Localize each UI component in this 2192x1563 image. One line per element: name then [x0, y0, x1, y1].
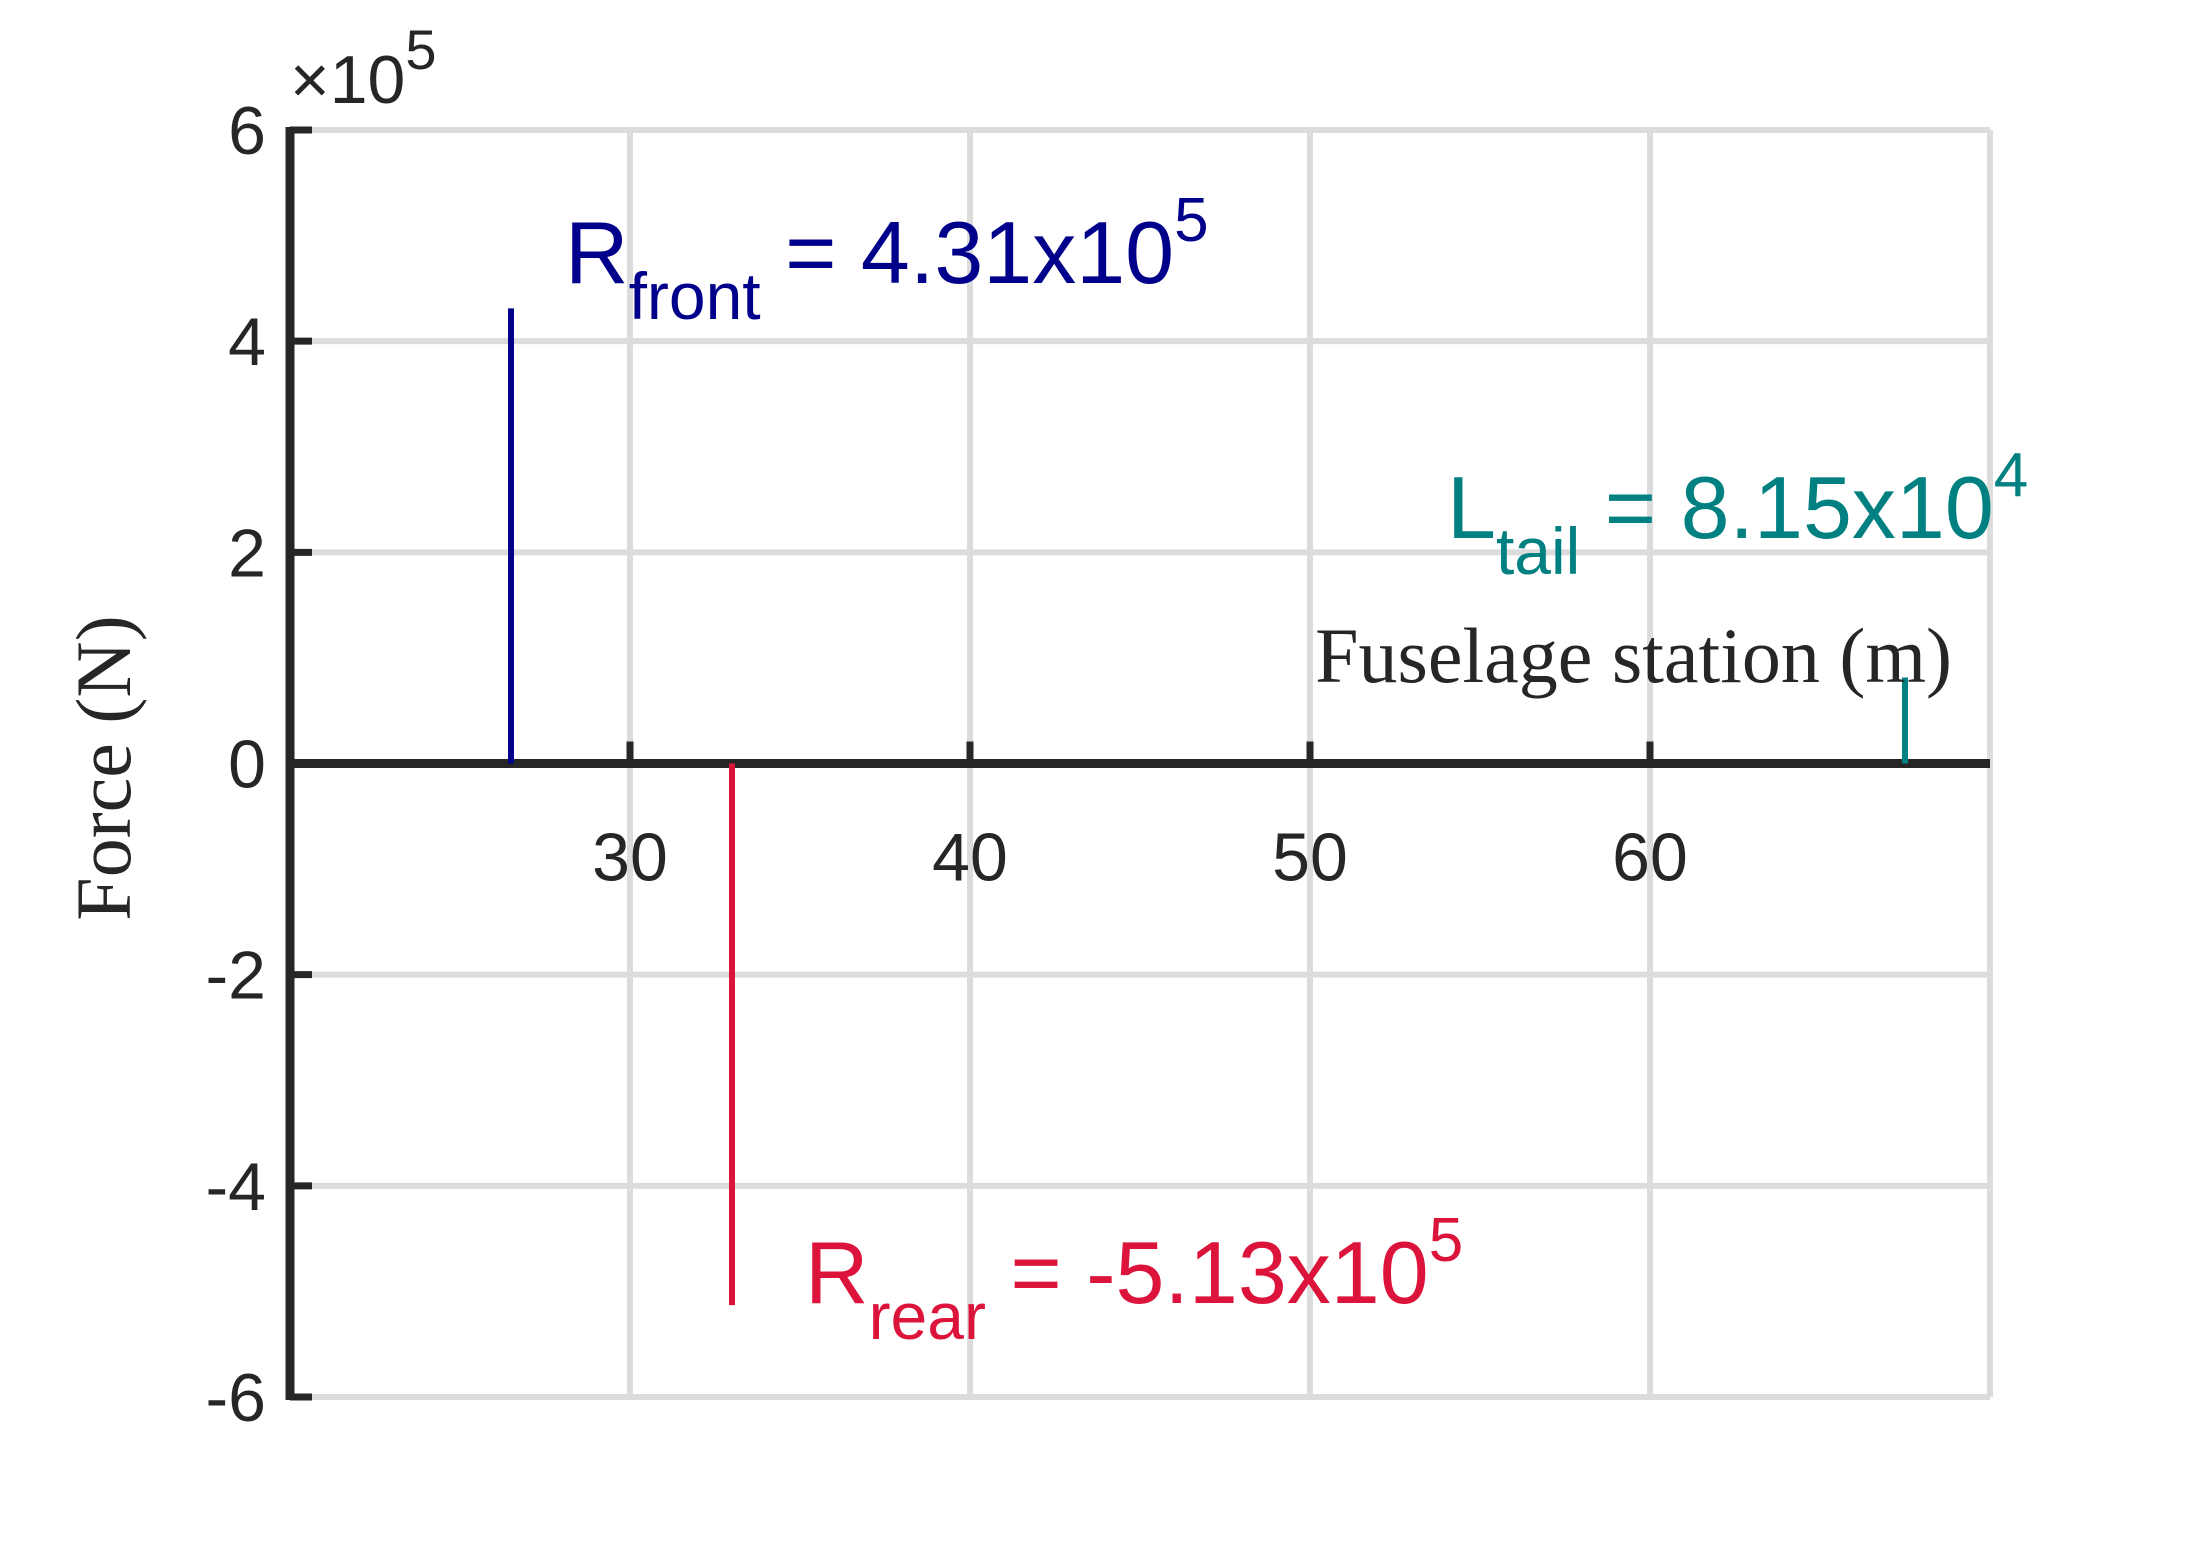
x-tick-label: 60 [1612, 819, 1688, 896]
x-tick-label: 30 [592, 819, 668, 896]
x-tick-label: 40 [932, 819, 1008, 896]
annotation-l-tail [1447, 441, 2028, 588]
x-tick-label: 50 [1272, 819, 1348, 896]
stem-annotations [565, 186, 2028, 1353]
axes [290, 127, 1990, 1400]
annotation-main: R [565, 203, 629, 302]
y-axis-title: Force (N) [60, 615, 147, 921]
annotation-r-rear [805, 1206, 1463, 1353]
y-tick-label: 6 [228, 93, 266, 169]
annotation-subscript: front [628, 259, 761, 333]
annotation-value: = 4.31x10 [760, 203, 1175, 302]
annotation-superscript: 5 [1174, 186, 1209, 255]
y-tick-label: 4 [228, 304, 266, 381]
y-tick-label: 2 [228, 515, 266, 592]
y-exponent-label [290, 18, 437, 118]
y-tick-label: 0 [228, 726, 266, 803]
y-exponent-power: 5 [405, 18, 437, 81]
annotation-main: R [805, 1223, 869, 1322]
annotation-subscript: rear [868, 1279, 986, 1353]
y-tick-label: -2 [205, 937, 266, 1014]
y-exponent-base: ×10 [290, 42, 406, 118]
annotation-superscript: 4 [1993, 441, 2029, 510]
annotation-value: = 8.15x10 [1580, 458, 1994, 557]
y-tick-label: -4 [205, 1148, 266, 1225]
annotation-r-front [565, 186, 1209, 333]
y-tick-label: -6 [205, 1360, 266, 1436]
annotation-subscript: tail [1495, 514, 1581, 588]
annotation-value: = -5.13x10 [985, 1223, 1429, 1322]
annotation-superscript: 5 [1428, 1206, 1464, 1275]
annotation-main: L [1447, 458, 1496, 557]
x-axis-title: Fuselage station (m) [1315, 612, 1952, 699]
